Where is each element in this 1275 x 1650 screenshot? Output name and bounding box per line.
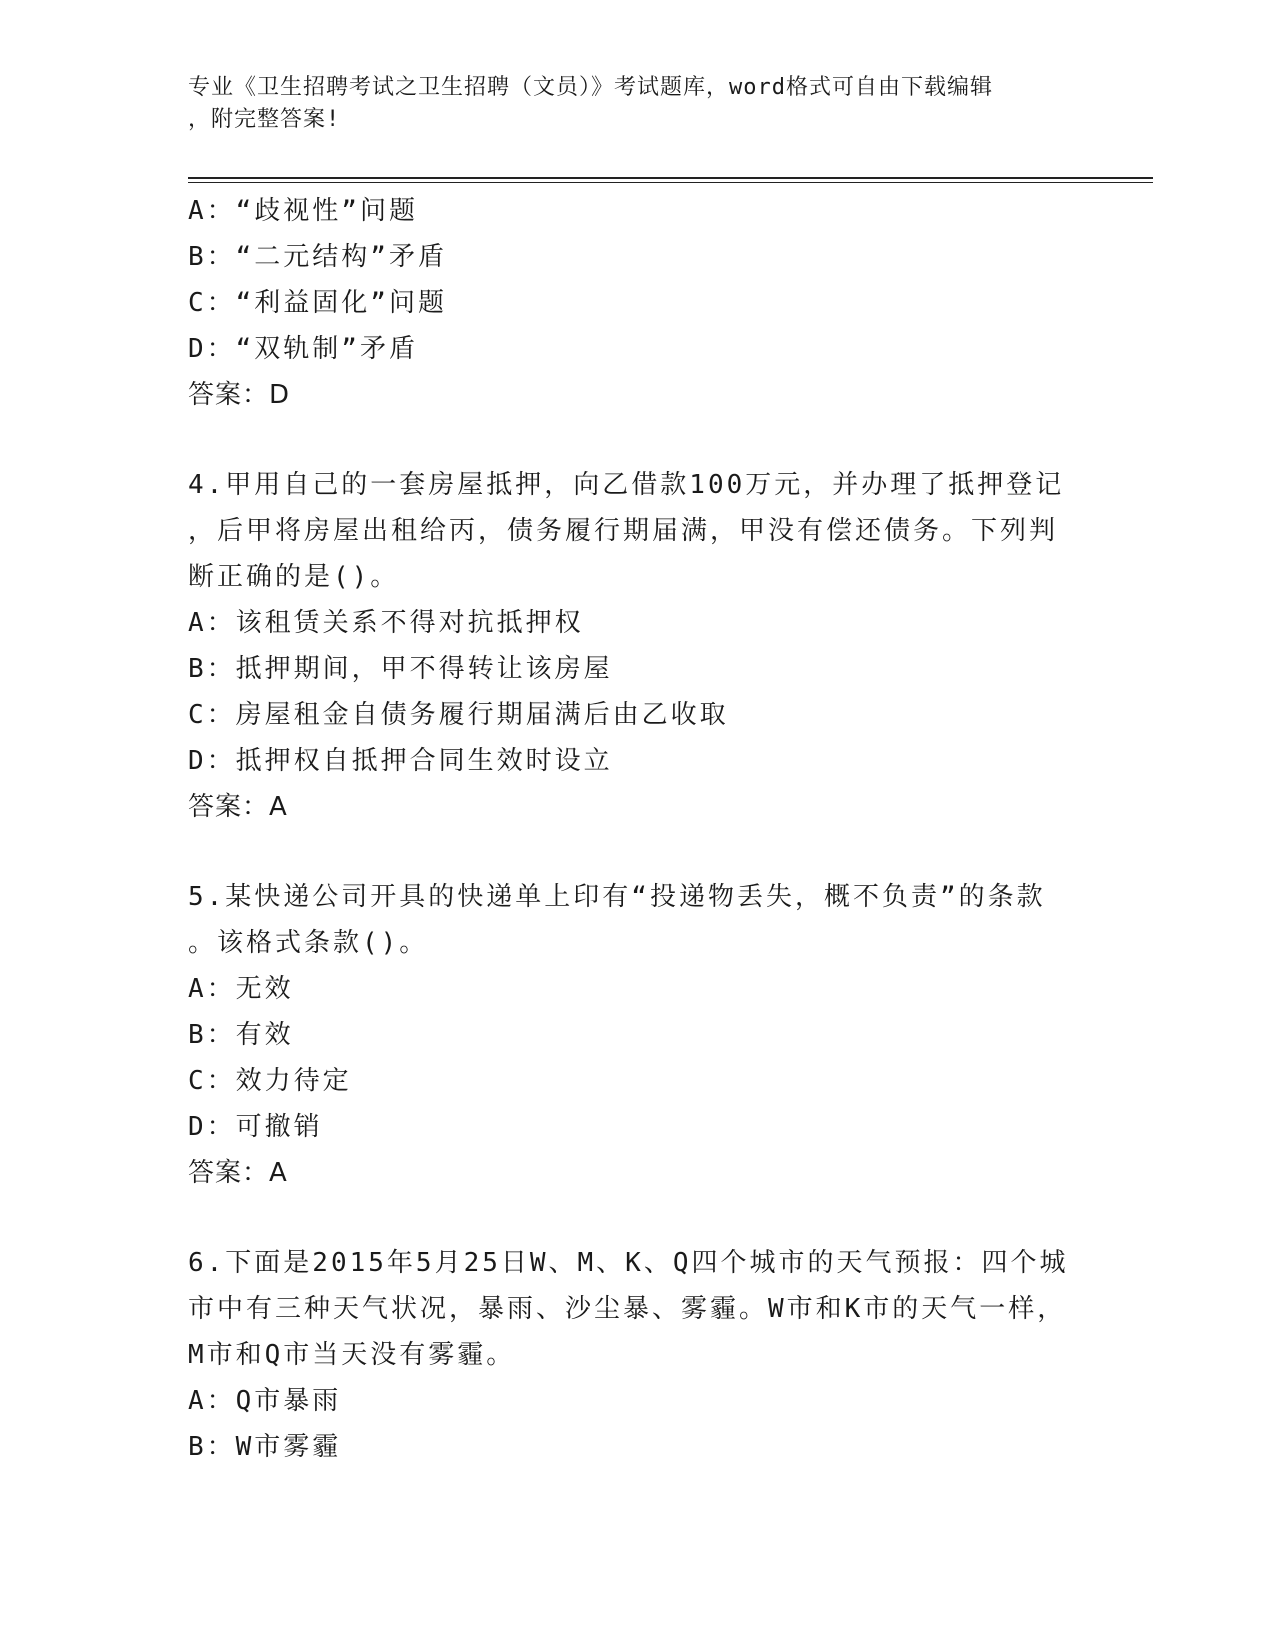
question-3-answer: 答案：D [188,380,291,410]
question-5-block [188,874,1108,1196]
spacer [188,1196,1108,1240]
question-list [188,188,1108,1470]
spacer [188,830,1108,874]
question-4-option-c: C：房屋租金自债务履行期届满后由乙收取 [188,700,729,730]
question-3-option-a: A：“歧视性”问题 [188,196,418,226]
question-6-stem-line-1: 6.下面是2015年5月25日W、M、K、Q四个城市的天气预报：四个城 [188,1248,1069,1278]
question-6-stem-line-2: 市中有三种天气状况，暴雨、沙尘暴、雾霾。W市和K市的天气一样， [188,1294,1067,1324]
question-5-option-d: D：可撤销 [188,1112,323,1142]
header-divider-thin [188,182,1153,183]
question-3-option-b: B：“二元结构”矛盾 [188,242,447,272]
question-6-stem-line-3: M市和Q市当天没有雾霾。 [188,1340,516,1370]
question-4-stem-line-1: 4.甲用自己的一套房屋抵押，向乙借款100万元，并办理了抵押登记 [188,470,1065,500]
question-4-option-b: B：抵押期间，甲不得转让该房屋 [188,654,613,684]
question-5-stem-line-1: 5.某快递公司开具的快递单上印有“投递物丢失，概不负责”的条款 [188,882,1046,912]
header-line-1: 专业《卫生招聘考试之卫生招聘（文员）》考试题库，word格式可自由下载编辑 [188,75,993,100]
question-6-block [188,1240,1108,1470]
question-5-answer: 答案：A [188,1158,288,1188]
question-6-option-a: A：Q市暴雨 [188,1386,342,1416]
question-5-option-b: B：有效 [188,1020,294,1050]
question-4-answer: 答案：A [188,792,288,822]
question-4-stem-line-3: 断正确的是()。 [188,562,400,592]
document-header [188,72,1088,136]
question-3-option-d: D：“双轨制”矛盾 [188,334,418,364]
header-line-2: ，附完整答案! [188,107,341,132]
question-4-block [188,462,1108,830]
question-4-stem-line-2: ，后甲将房屋出租给丙，债务履行期届满，甲没有偿还债务。下列判 [188,516,1059,546]
question-5-stem-line-2: 。该格式条款()。 [188,928,429,958]
header-divider-thick [188,177,1153,179]
question-3-block [188,188,1108,418]
question-3-option-c: C：“利益固化”问题 [188,288,447,318]
question-4-option-d: D：抵押权自抵押合同生效时设立 [188,746,613,776]
question-4-option-a: A：该租赁关系不得对抗抵押权 [188,608,584,638]
spacer [188,418,1108,462]
question-5-option-a: A：无效 [188,974,294,1004]
question-5-option-c: C：效力待定 [188,1066,352,1096]
question-6-option-b: B：W市雾霾 [188,1432,342,1462]
